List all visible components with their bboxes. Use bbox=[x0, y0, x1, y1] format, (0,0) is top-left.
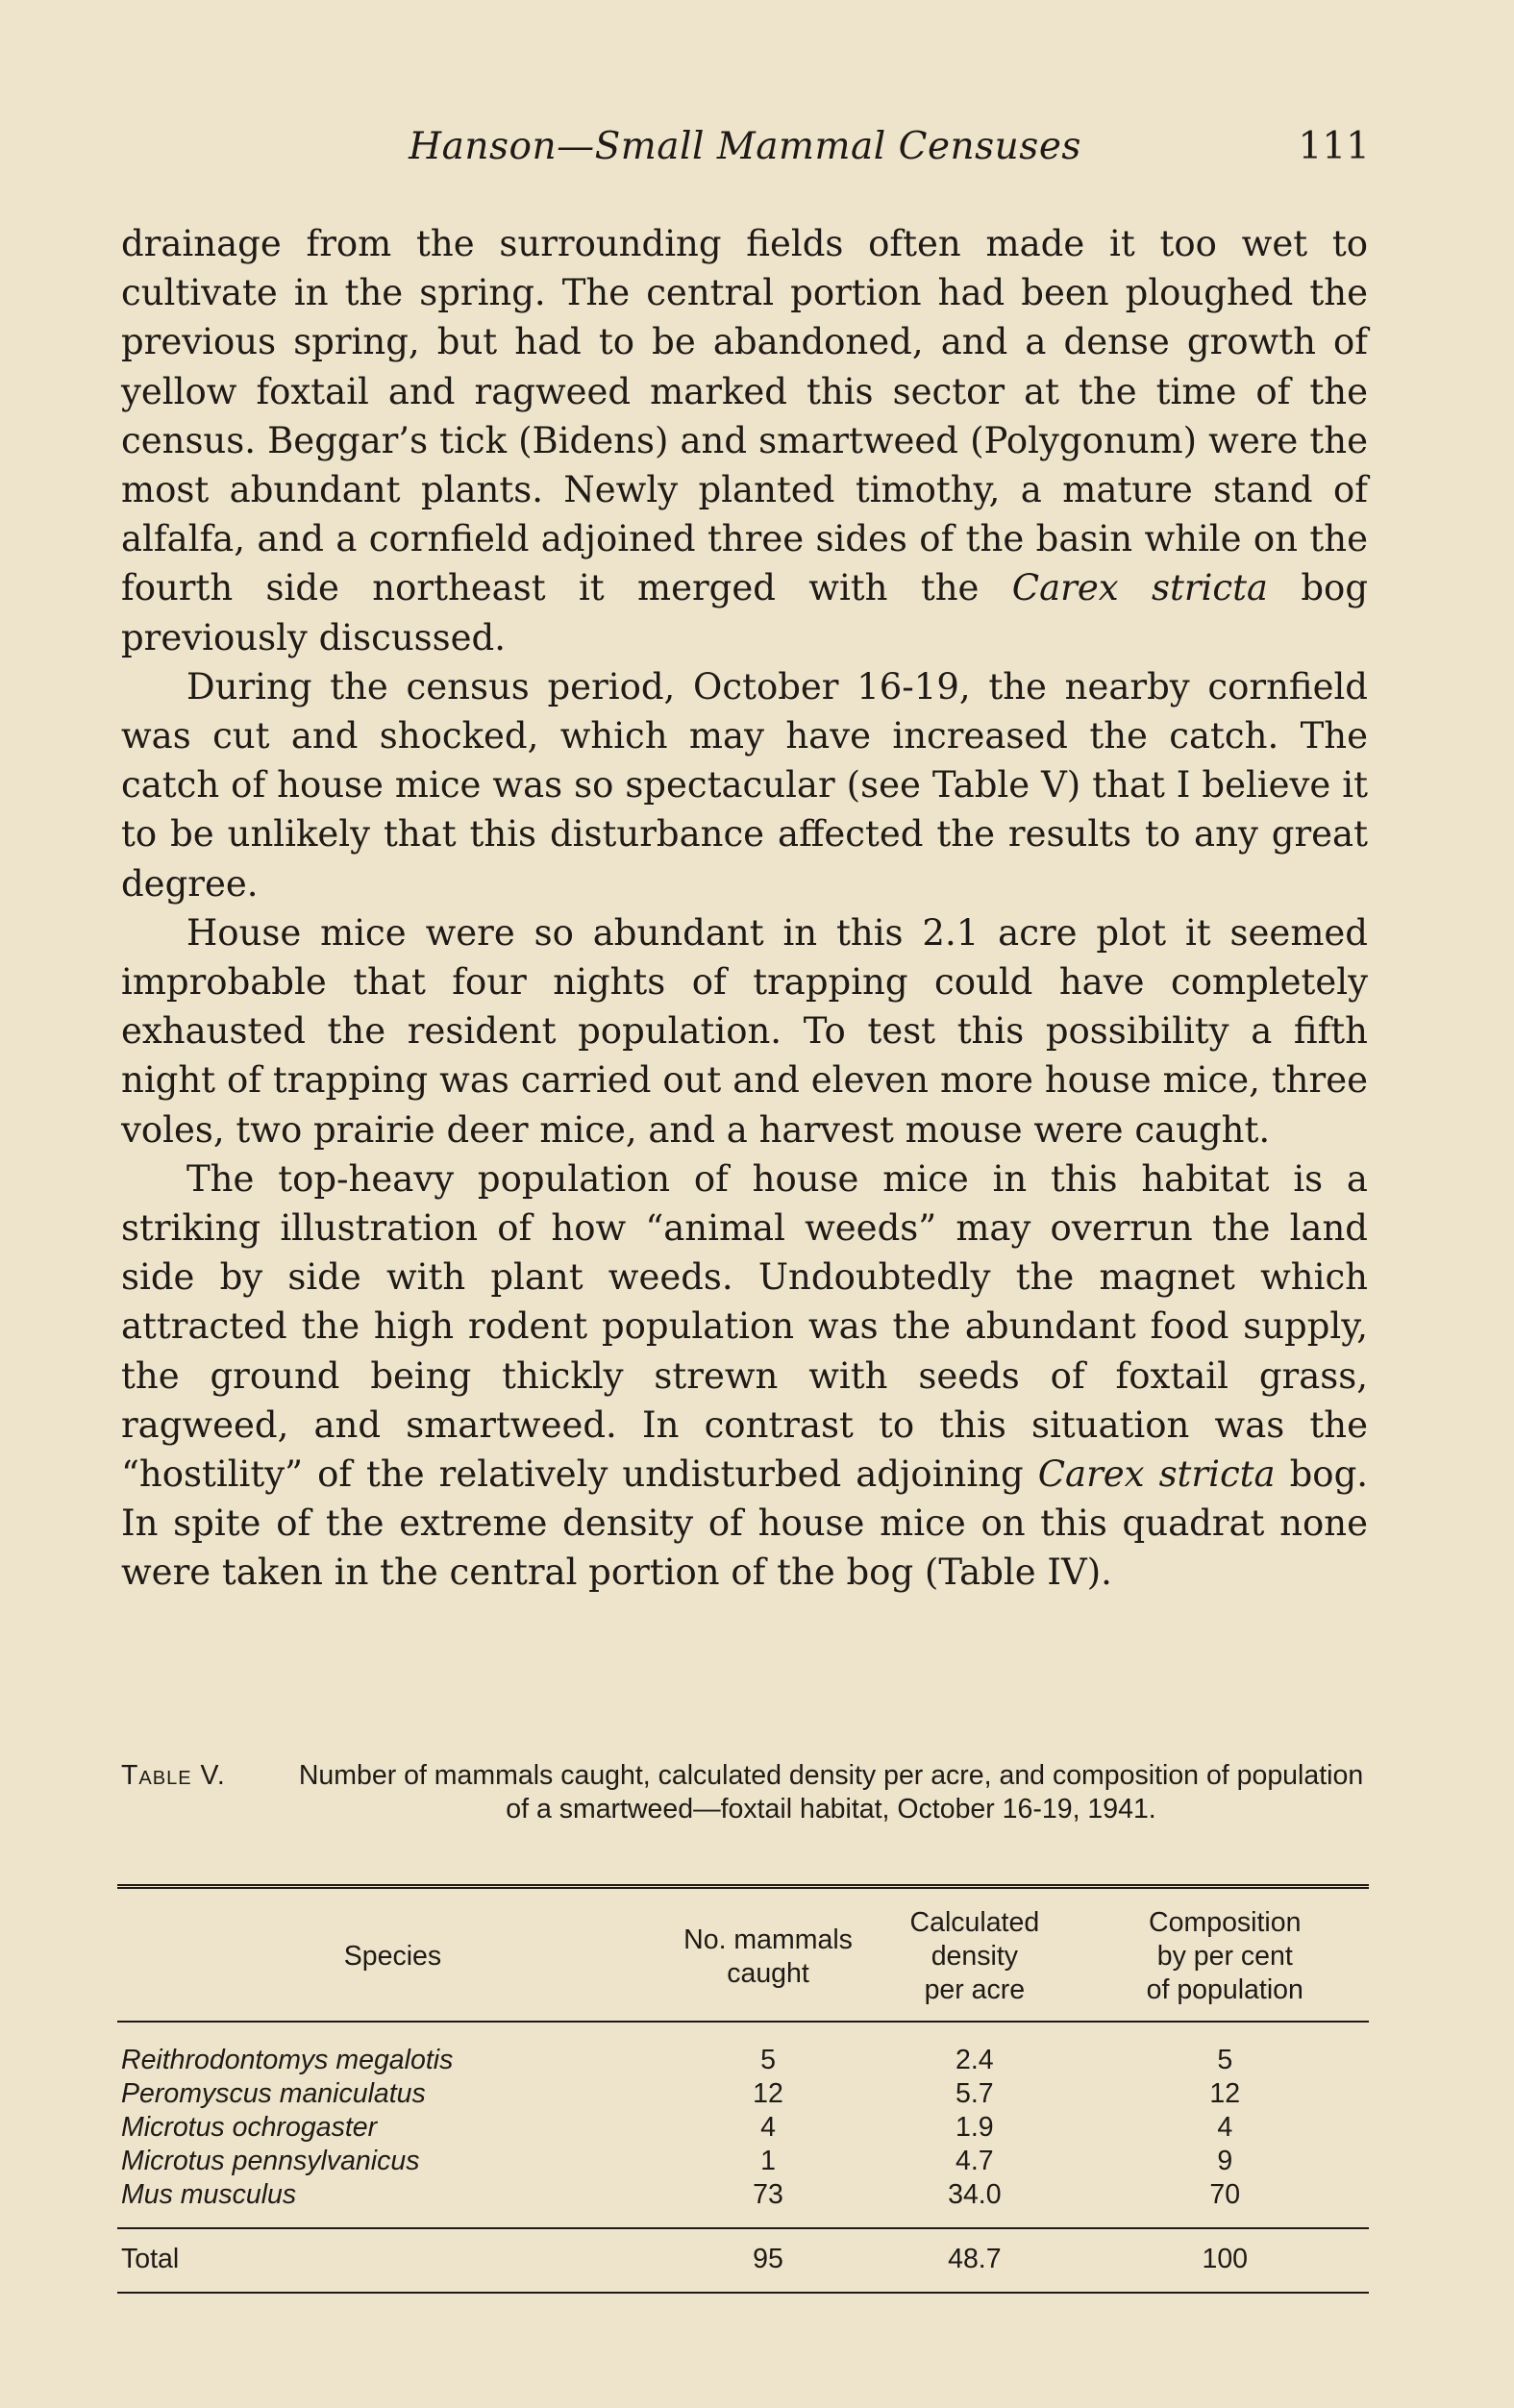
total-row bbox=[117, 2228, 1369, 2293]
paragraph bbox=[121, 662, 1368, 908]
text-run: drainage from the surrounding fields often made it too wet to cultivate in the spring. The central portion had been ploughed the previous spring, but had to be abandoned, and a dense growth of yellow foxtail and ragweed marked this sector at the time of the census. Beggar’s tick (Bidens) and smartweed (Polygonum) were the most abundant plants. Newly planted timothy, a mature stand of alfalfa, and a cornfield adjoined three sides of the basin while on the fourth side northeast it merged with the bbox=[121, 223, 1368, 609]
page-number: 111 bbox=[1298, 125, 1370, 168]
caught-cell: 4 bbox=[760, 2112, 776, 2143]
density-cell: 34.0 bbox=[948, 2179, 1002, 2210]
table-label: Table V. bbox=[121, 1760, 226, 1791]
data-table bbox=[117, 1884, 1369, 2294]
italic-term: Carex stricta bbox=[1037, 1453, 1276, 1496]
caught-cell: 73 bbox=[753, 2179, 783, 2210]
caught-cell: 12 bbox=[753, 2078, 783, 2109]
species-cell: Reithrodontomys megalotis bbox=[121, 2045, 454, 2075]
composition-cell: 5 bbox=[1217, 2045, 1233, 2075]
density-cell: 4.7 bbox=[956, 2146, 994, 2176]
text-run: House mice were so abundant in this 2.1 acre plot it seemed improbable that four nights of trapping could have completely exhausted the resident population. To test this possibility a fifth night of trapping was carried out and eleven more house mice, three voles, two prairie deer mice, and a harvest mouse were caught. bbox=[121, 911, 1368, 1151]
table-caption bbox=[121, 1759, 1368, 1826]
table-row bbox=[117, 2178, 1369, 2228]
header-species: Species bbox=[117, 1887, 668, 2023]
paragraph bbox=[121, 219, 1368, 662]
total-caught: 95 bbox=[668, 2228, 868, 2293]
composition-cell: 70 bbox=[1209, 2179, 1241, 2210]
table-row bbox=[117, 2111, 1369, 2145]
text-run: During the census period, October 16-19, the nearby cornfield was cut and shocked, which may have increased the catch. The catch of house mice was so spectacular (see Table V) that I believe it to be unlikely that this disturbance affected the results to any great degree. bbox=[121, 665, 1368, 905]
composition-cell: 12 bbox=[1209, 2078, 1241, 2109]
text-run: bog. In spite of the extreme density of house mice on this quadrat none were taken in the central portion of the bog (Table IV). bbox=[121, 1453, 1369, 1594]
text-run: The top-heavy population of house mice in this habitat is a striking illustration of how “animal weeds” may overrun the land side by side with plant weeds. Undoubtedly the magnet which attracted the high rodent population was the abundant food supply, the ground being thickly strewn with seeds of foxtail grass, ragweed, and smartweed. In contrast to this situation was the “hostility” of the relatively undisturbed adjoining bbox=[121, 1157, 1368, 1496]
running-title: Hanson—Small Mammal Censuses bbox=[409, 125, 1081, 168]
text-run: bog previously discussed. bbox=[121, 567, 1368, 658]
species-cell: Mus musculus bbox=[121, 2179, 297, 2210]
total-composition: 100 bbox=[1081, 2228, 1369, 2293]
running-head bbox=[120, 125, 1370, 183]
species-cell: Microtus pennsylvanicus bbox=[121, 2146, 420, 2176]
header-composition: Composition by per cent of population bbox=[1081, 1887, 1369, 2023]
caught-cell: 5 bbox=[760, 2045, 776, 2075]
density-cell: 1.9 bbox=[956, 2112, 994, 2143]
table-row bbox=[117, 2145, 1369, 2178]
header-caught: No. mammals caught bbox=[668, 1887, 868, 2023]
total-label: Total bbox=[117, 2228, 668, 2293]
body-text bbox=[121, 219, 1368, 1598]
species-cell: Microtus ochrogaster bbox=[121, 2112, 378, 2143]
italic-term: Carex stricta bbox=[1011, 567, 1268, 609]
density-cell: 5.7 bbox=[956, 2078, 994, 2109]
table-row bbox=[117, 2022, 1369, 2077]
paragraph bbox=[121, 1154, 1368, 1598]
header-density: Calculated density per acre bbox=[868, 1887, 1080, 2023]
table-row bbox=[117, 2077, 1369, 2111]
total-density: 48.7 bbox=[868, 2228, 1080, 2293]
caught-cell: 1 bbox=[760, 2146, 776, 2176]
species-cell: Peromyscus maniculatus bbox=[121, 2078, 426, 2109]
paragraph bbox=[121, 908, 1368, 1154]
table-header-row bbox=[117, 1887, 1369, 2023]
table-caption-text: Number of mammals caught, calculated density per acre, and composition of population of a smartweed—foxtail habitat, October 16-19, 1941. bbox=[298, 1760, 1364, 1825]
density-cell: 2.4 bbox=[956, 2045, 994, 2075]
composition-cell: 4 bbox=[1217, 2112, 1233, 2143]
composition-cell: 9 bbox=[1217, 2146, 1233, 2176]
